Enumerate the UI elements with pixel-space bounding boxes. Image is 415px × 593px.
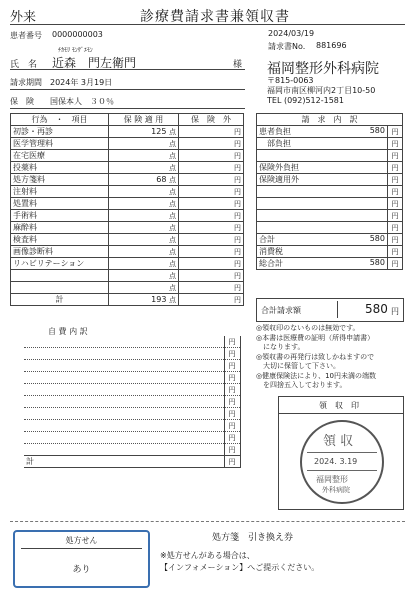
items-row-uninsured-cell	[179, 222, 244, 234]
payment-row-cell	[257, 234, 388, 246]
items-row-uninsured-cell	[179, 210, 244, 222]
yen-unit: 円	[234, 127, 241, 136]
payment-row-cell	[257, 162, 388, 174]
note-line: を四捨五入しております。	[256, 381, 347, 389]
payment-row-unit: 円	[388, 126, 403, 138]
billing-amount: 580	[365, 302, 388, 316]
payment-row-label: 総合計	[259, 258, 283, 268]
receipt-stamp-label: 領 収 印	[319, 401, 359, 410]
self-pay-total-row	[24, 456, 240, 468]
items-row	[11, 282, 244, 294]
payment-row-label: 部負担	[259, 138, 291, 148]
self-pay-row-label	[24, 444, 224, 456]
yen-unit: 円	[234, 211, 241, 220]
patient-name-label: 氏 名	[10, 60, 38, 70]
clinic-name: 福岡整形外科病院	[267, 61, 379, 77]
items-row	[11, 258, 244, 270]
point-unit: 点	[169, 283, 176, 292]
payment-row	[257, 138, 403, 150]
items-row	[11, 234, 244, 246]
payment-row-unit: 円	[388, 186, 403, 198]
billing-label: 合計請求額	[261, 306, 301, 315]
clinic-postal: 〒815-0063	[267, 76, 314, 85]
yen-unit: 円	[234, 223, 241, 232]
period-underline	[10, 89, 245, 90]
items-row-insured: 68	[156, 174, 167, 184]
items-row-insured-cell	[109, 258, 179, 270]
point-unit: 点	[169, 247, 176, 256]
point-unit: 点	[169, 271, 176, 280]
payment-row-label: 保険適用外	[259, 174, 299, 184]
point-unit: 点	[169, 175, 176, 184]
payment-row-unit: 円	[388, 138, 403, 150]
outpatient-label: 外来	[10, 10, 37, 25]
items-header-label: 行為 ・ 項目	[11, 114, 109, 126]
payment-row-label: 合計	[259, 234, 275, 244]
payment-row-unit: 円	[388, 222, 403, 234]
self-pay-row-label	[24, 360, 224, 372]
note-line: 大切に保管して下さい。	[256, 362, 340, 370]
self-pay-row-label	[24, 408, 224, 420]
seal-name-2: 外科病院	[322, 486, 350, 494]
items-row	[11, 186, 244, 198]
items-row	[11, 138, 244, 150]
items-row-insured-cell	[109, 198, 179, 210]
payment-row	[257, 162, 403, 174]
point-unit: 点	[169, 259, 176, 268]
payment-row-cell	[257, 186, 388, 198]
payment-row-cell	[257, 198, 388, 210]
items-row-insured-cell	[109, 246, 179, 258]
self-pay-row	[24, 432, 240, 444]
items-row-insured: 125	[151, 126, 167, 136]
payment-row-unit: 円	[388, 162, 403, 174]
items-row	[11, 222, 244, 234]
items-row-uninsured-cell	[179, 162, 244, 174]
items-row-uninsured-cell	[179, 282, 244, 294]
items-row	[11, 150, 244, 162]
payment-row	[257, 258, 403, 270]
yen-unit: 円	[234, 199, 241, 208]
self-pay-row	[24, 372, 240, 384]
payment-row-cell	[257, 138, 388, 150]
yen-unit: 円	[234, 283, 241, 292]
items-row	[11, 270, 244, 282]
items-row-label: 処置料	[11, 198, 109, 210]
self-pay-row	[24, 420, 240, 432]
clinic-tel: TEL (092)512-1581	[267, 96, 344, 105]
period-label: 請求期間	[10, 78, 42, 87]
items-row-label: リハビリテーション	[11, 258, 109, 270]
yen-unit: 円	[234, 271, 241, 280]
items-row-uninsured-cell	[179, 138, 244, 150]
patient-id-label: 患者番号	[10, 31, 42, 40]
point-unit: 点	[169, 187, 176, 196]
payment-row-label: 保険外負担	[259, 162, 299, 172]
self-pay-table	[24, 336, 241, 468]
items-row-label: 手術料	[11, 210, 109, 222]
payment-row-cell	[257, 150, 388, 162]
self-pay-row-unit: 円	[224, 372, 240, 384]
payment-row-unit: 円	[388, 210, 403, 222]
items-row-uninsured-cell	[179, 270, 244, 282]
self-pay-row	[24, 396, 240, 408]
payment-row-unit: 円	[388, 258, 403, 270]
self-pay-row	[24, 408, 240, 420]
stamp-divider	[279, 413, 403, 414]
payment-row-cell	[257, 210, 388, 222]
self-pay-row-label	[24, 372, 224, 384]
yen-unit: 円	[234, 259, 241, 268]
seal-text-top: 領 収	[323, 434, 354, 449]
point-unit: 点	[169, 151, 176, 160]
self-pay-row-label	[24, 384, 224, 396]
exchange-note-1: ※処方せんがある場合は、	[160, 551, 255, 560]
items-row	[11, 210, 244, 222]
payment-row-value: 580	[369, 126, 385, 135]
self-pay-row-unit: 円	[224, 336, 240, 348]
point-unit: 点	[169, 127, 176, 136]
seal-date: 2024. 3.19	[314, 457, 358, 466]
point-unit: 点	[169, 223, 176, 232]
payment-row	[257, 210, 403, 222]
insurance-label: 保 険	[10, 97, 34, 106]
payment-row-label: 患者負担	[259, 126, 291, 136]
prescription-box-label: 処方せん	[65, 536, 98, 545]
seal-line-top	[307, 452, 377, 453]
note-line: になります。	[256, 343, 305, 351]
items-row-label: 在宅医療	[11, 150, 109, 162]
items-row-uninsured-cell	[179, 258, 244, 270]
self-pay-row-label	[24, 348, 224, 360]
items-row-uninsured-cell	[179, 126, 244, 138]
note-line: ◎健康保険法により、10円未満の端数	[256, 371, 377, 380]
items-row-label: 初診・再診	[11, 126, 109, 138]
receipt-stamp-box	[278, 396, 404, 510]
self-pay-row-label	[24, 420, 224, 432]
point-unit: 点	[169, 211, 176, 220]
items-row-label: 処方箋料	[11, 174, 109, 186]
prescription-box	[13, 530, 150, 588]
point-unit: 点	[169, 295, 176, 304]
yen-unit: 円	[234, 151, 241, 160]
yen-unit: 円	[234, 187, 241, 196]
invoice-label: 請求書No.	[268, 42, 306, 51]
yen-unit: 円	[234, 247, 241, 256]
items-row-label: 画像診断料	[11, 246, 109, 258]
items-row	[11, 174, 244, 186]
issue-date: 2024/03/19	[268, 29, 315, 38]
yen-unit: 円	[234, 139, 241, 148]
payment-row	[257, 198, 403, 210]
yen-unit: 円	[234, 235, 241, 244]
self-pay-total-label: 計	[24, 456, 224, 468]
items-row-label: 医学管理料	[11, 138, 109, 150]
items-row-uninsured-cell	[179, 246, 244, 258]
yen-unit: 円	[234, 295, 241, 304]
self-pay-row-unit: 円	[224, 444, 240, 456]
self-pay-row-unit: 円	[224, 348, 240, 360]
items-total-value: 193	[151, 294, 167, 304]
self-pay-row	[24, 336, 240, 348]
payment-row	[257, 174, 403, 186]
payment-row-unit: 円	[388, 246, 403, 258]
items-row-uninsured-cell	[179, 186, 244, 198]
payment-row	[257, 186, 403, 198]
self-pay-title: 自 費 内 訳	[48, 327, 88, 336]
payment-row-cell	[257, 174, 388, 186]
notes	[256, 324, 406, 391]
patient-name: 近森 門左衛門	[52, 56, 137, 70]
items-row-label: 麻酔料	[11, 222, 109, 234]
payment-row-unit: 円	[388, 150, 403, 162]
insurance-type: 国保本人 ３０％	[50, 97, 114, 106]
page-title: 診療費請求書兼領収書	[140, 9, 290, 25]
point-unit: 点	[169, 199, 176, 208]
items-row	[11, 126, 244, 138]
self-pay-row-label	[24, 336, 224, 348]
cut-line	[10, 521, 405, 522]
insurance-underline	[10, 108, 245, 109]
payment-row-unit: 円	[388, 234, 403, 246]
self-pay-row	[24, 384, 240, 396]
self-pay-row-label	[24, 432, 224, 444]
self-pay-row	[24, 348, 240, 360]
items-row	[11, 198, 244, 210]
self-pay-row	[24, 444, 240, 456]
prescription-box-divider	[21, 548, 142, 549]
honorific: 様	[233, 60, 243, 70]
self-pay-row-unit: 円	[224, 408, 240, 420]
items-row-label: 検査料	[11, 234, 109, 246]
payment-table	[256, 113, 403, 270]
items-row-insured-cell	[109, 162, 179, 174]
payment-row-cell	[257, 258, 388, 270]
payment-row-cell	[257, 246, 388, 258]
self-pay-row-unit: 円	[224, 360, 240, 372]
items-row-insured-cell	[109, 222, 179, 234]
point-unit: 点	[169, 139, 176, 148]
patient-id: 0000000003	[52, 30, 103, 39]
yen-unit: 円	[234, 175, 241, 184]
items-row-insured-cell	[109, 234, 179, 246]
prescription-value: あり	[72, 565, 91, 575]
items-row-label	[11, 270, 109, 282]
items-row-insured-cell	[109, 210, 179, 222]
payment-row-cell	[257, 126, 388, 138]
payment-row	[257, 222, 403, 234]
self-pay-row-unit: 円	[224, 420, 240, 432]
payment-header: 請 求 内 訳	[257, 114, 403, 126]
items-row-insured-cell	[109, 150, 179, 162]
items-row	[11, 162, 244, 174]
self-pay-row-unit: 円	[224, 396, 240, 408]
patient-kana: ﾁｶﾓﾘ ﾓﾝｻﾞｴﾓﾝ	[58, 47, 93, 54]
payment-row	[257, 246, 403, 258]
items-row	[11, 246, 244, 258]
payment-row-label: 消費税	[259, 246, 283, 256]
items-header-uninsured: 保 険 外	[179, 114, 244, 126]
note-line: ◎領収書の再発行は致しかねますので	[256, 352, 375, 361]
payment-row	[257, 234, 403, 246]
seal-name-1: 福岡整形	[316, 475, 348, 484]
receipt-seal	[300, 420, 384, 504]
note-line: ◎領収印のないものは無効です。	[256, 324, 360, 332]
billing-box	[256, 298, 404, 322]
seal-line-bottom	[307, 470, 377, 471]
items-row-label: 注射料	[11, 186, 109, 198]
name-underline	[10, 69, 245, 70]
items-row-uninsured-cell	[179, 150, 244, 162]
items-header-insured: 保 険 適 用	[109, 114, 179, 126]
payment-row-value: 580	[369, 234, 385, 243]
billing-period: 2024年 3月19日	[50, 78, 113, 87]
items-row-label: 投薬料	[11, 162, 109, 174]
payment-row-cell	[257, 222, 388, 234]
billing-unit: 円	[391, 307, 399, 316]
payment-row	[257, 126, 403, 138]
exchange-note-2: 【インフォメーション】へご提示ください。	[160, 563, 320, 572]
items-total-label: 計	[11, 294, 109, 306]
items-row-insured-cell	[109, 270, 179, 282]
payment-row-unit: 円	[388, 174, 403, 186]
invoice-number: 881696	[316, 41, 347, 50]
self-pay-row-label	[24, 396, 224, 408]
items-row-insured-cell	[109, 282, 179, 294]
self-pay-row	[24, 360, 240, 372]
items-row-uninsured-cell	[179, 198, 244, 210]
items-row-uninsured-cell	[179, 234, 244, 246]
items-row-insured-cell	[109, 126, 179, 138]
items-row-insured-cell	[109, 186, 179, 198]
clinic-address: 福岡市南区柳河内2丁目10-50	[267, 86, 376, 95]
note-line: ◎本書は医療費の証明（所得申請書）	[256, 333, 375, 342]
header-divider	[10, 24, 405, 25]
payment-row	[257, 150, 403, 162]
exchange-title: 処方箋 引き換え券	[212, 533, 294, 543]
payment-row-value: 580	[369, 258, 385, 267]
self-pay-row-unit: 円	[224, 456, 240, 468]
point-unit: 点	[169, 235, 176, 244]
point-unit: 点	[169, 163, 176, 172]
items-table	[10, 113, 244, 306]
items-row-insured-cell	[109, 174, 179, 186]
self-pay-row-unit: 円	[224, 432, 240, 444]
yen-unit: 円	[234, 163, 241, 172]
items-row-uninsured-cell	[179, 174, 244, 186]
items-row-insured-cell	[109, 138, 179, 150]
self-pay-row-unit: 円	[224, 384, 240, 396]
items-row-label	[11, 282, 109, 294]
payment-row-unit: 円	[388, 198, 403, 210]
